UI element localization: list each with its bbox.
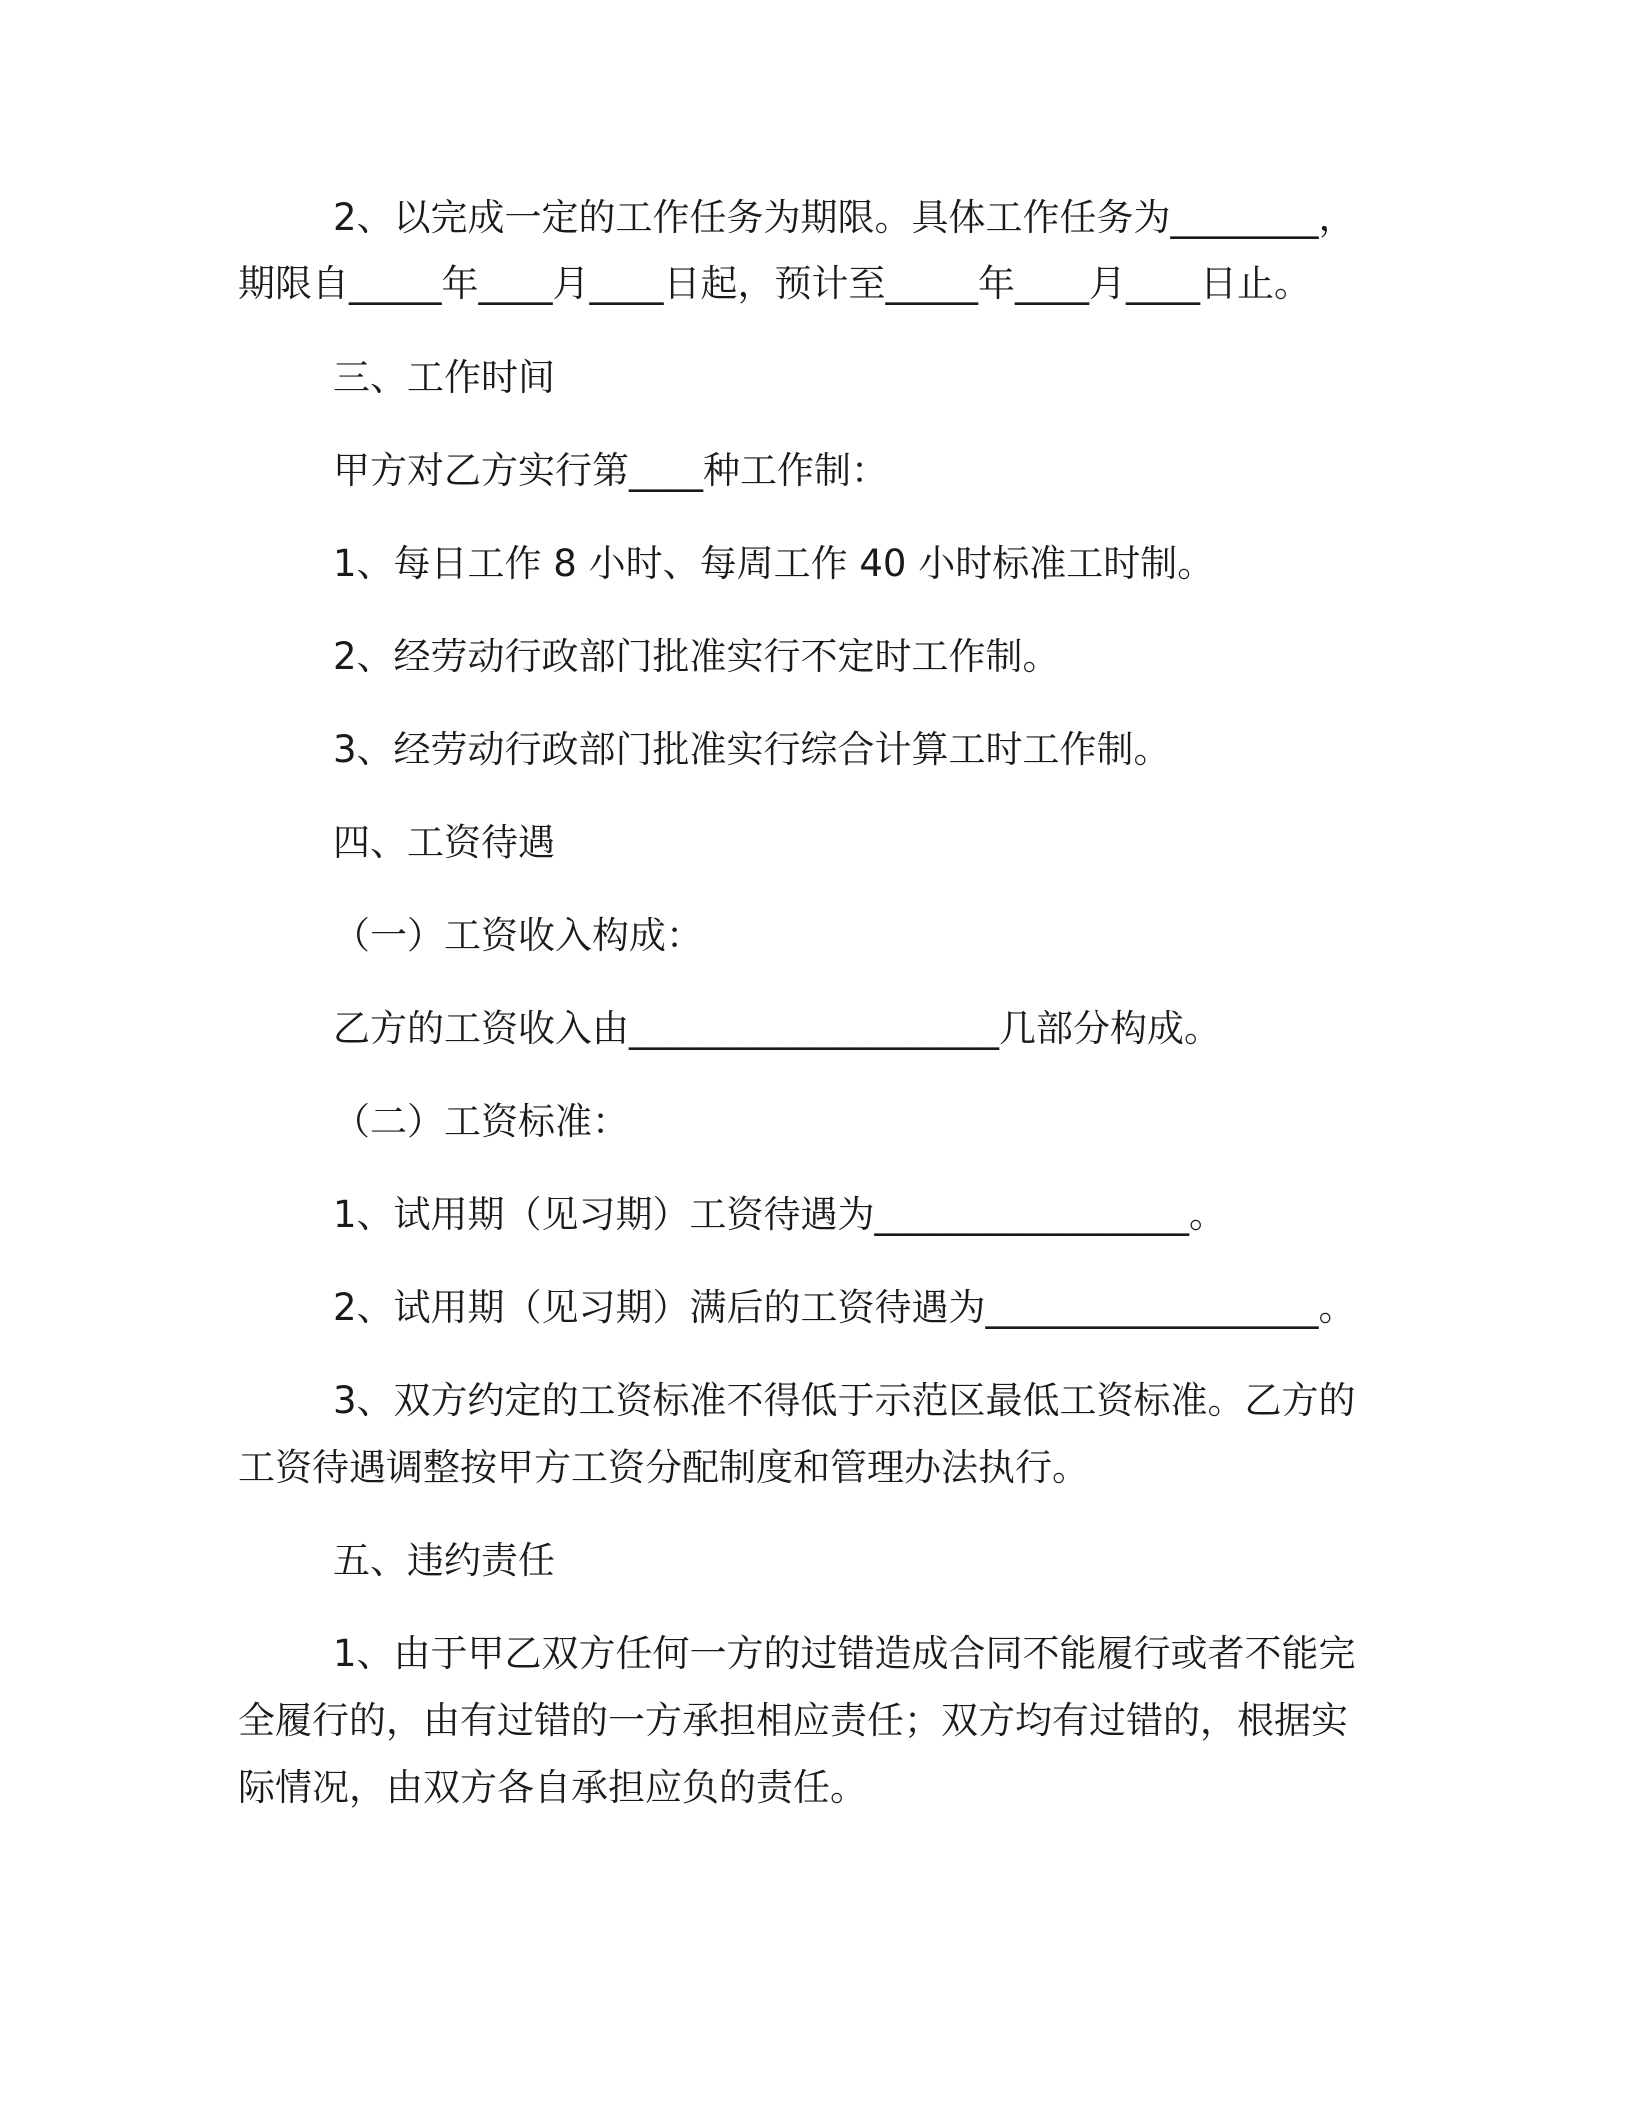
wage-standard-2: 2、试用期（见习期）满后的工资待遇为__________________。: [333, 1286, 1356, 1329]
wage-standard-3: 3、双方约定的工资标准不得低于示范区最低工资标准。乙方的: [333, 1379, 1356, 1422]
clause-term-task: 2、以完成一定的工作任务为期限。具体工作任务为________，: [333, 196, 1356, 239]
work-system-option-1: 1、每日工作 8 小时、每周工作 40 小时标准工时制。: [333, 542, 1215, 585]
work-system-intro: 甲方对乙方实行第____种工作制：: [333, 449, 888, 492]
wage-composition-text: 乙方的工资收入由____________________几部分构成。: [333, 1007, 1221, 1050]
section-heading-liability: 五、违约责任: [333, 1539, 555, 1582]
work-system-option-3: 3、经劳动行政部门批准实行综合计算工时工作制。: [333, 728, 1171, 771]
liability-clause-1-cont-2: 际情况，由双方各自承担应负的责任。: [238, 1766, 867, 1809]
section-heading-wages: 四、工资待遇: [333, 821, 555, 864]
wage-standard-3-cont: 工资待遇调整按甲方工资分配制度和管理办法执行。: [238, 1446, 1089, 1489]
liability-clause-1-cont-1: 全履行的，由有过错的一方承担相应责任；双方均有过错的，根据实: [238, 1699, 1348, 1742]
wage-standard-1: 1、试用期（见习期）工资待遇为_________________。: [333, 1193, 1227, 1236]
subheading-wage-composition: （一）工资收入构成：: [333, 914, 703, 957]
subheading-wage-standard: （二）工资标准：: [333, 1100, 629, 1143]
section-heading-work-hours: 三、工作时间: [333, 356, 555, 399]
liability-clause-1: 1、由于甲乙双方任何一方的过错造成合同不能履行或者不能完: [333, 1632, 1356, 1675]
work-system-option-2: 2、经劳动行政部门批准实行不定时工作制。: [333, 635, 1060, 678]
clause-term-period: 期限自_____年____月____日起，预计至_____年____月____日止。: [238, 262, 1311, 305]
